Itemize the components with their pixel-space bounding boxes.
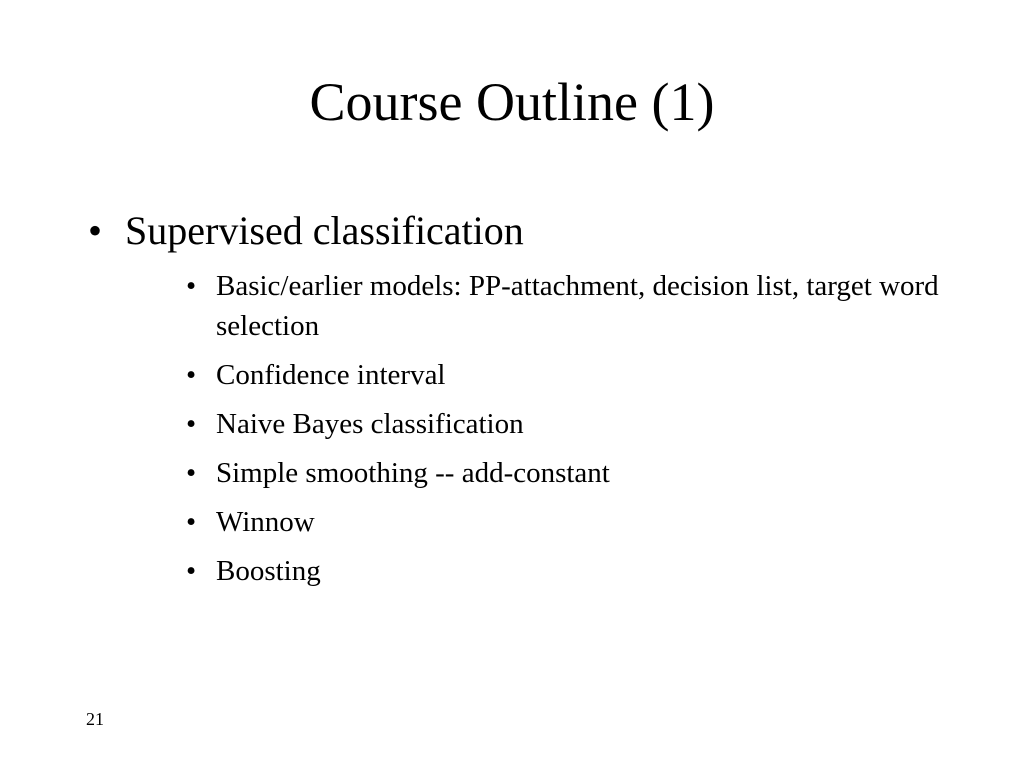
main-bullet xyxy=(88,206,968,256)
sub-bullet-item xyxy=(186,453,946,493)
slide-number: 21 xyxy=(86,709,104,729)
sub-bullet-item xyxy=(186,404,946,444)
bullet-dot-icon: • xyxy=(186,408,197,440)
bullet-dot-icon: • xyxy=(186,359,197,391)
sub-bullet-text: Boosting xyxy=(216,555,321,587)
sub-bullet-text: Confidence interval xyxy=(216,359,446,391)
sub-bullet-text: Naive Bayes classification xyxy=(216,408,524,440)
sub-bullet-text: Winnow xyxy=(216,506,315,538)
sub-bullet-text: Basic/earlier models: PP-attachment, decision list, target word selection xyxy=(216,270,939,342)
bullet-dot-icon: • xyxy=(186,506,197,538)
main-bullet-text: Supervised classification xyxy=(125,208,524,253)
sub-bullet-item xyxy=(186,266,946,346)
sub-bullet-text: Simple smoothing -- add-constant xyxy=(216,457,610,489)
slide-title: Course Outline (1) xyxy=(309,72,715,132)
bullet-dot-icon: • xyxy=(88,208,103,253)
bullet-dot-icon: • xyxy=(186,270,197,302)
bullet-dot-icon: • xyxy=(186,457,197,489)
sub-bullet-list xyxy=(186,266,946,600)
sub-bullet-item xyxy=(186,551,946,591)
bullet-dot-icon: • xyxy=(186,555,197,587)
sub-bullet-item xyxy=(186,502,946,542)
sub-bullet-item xyxy=(186,355,946,395)
